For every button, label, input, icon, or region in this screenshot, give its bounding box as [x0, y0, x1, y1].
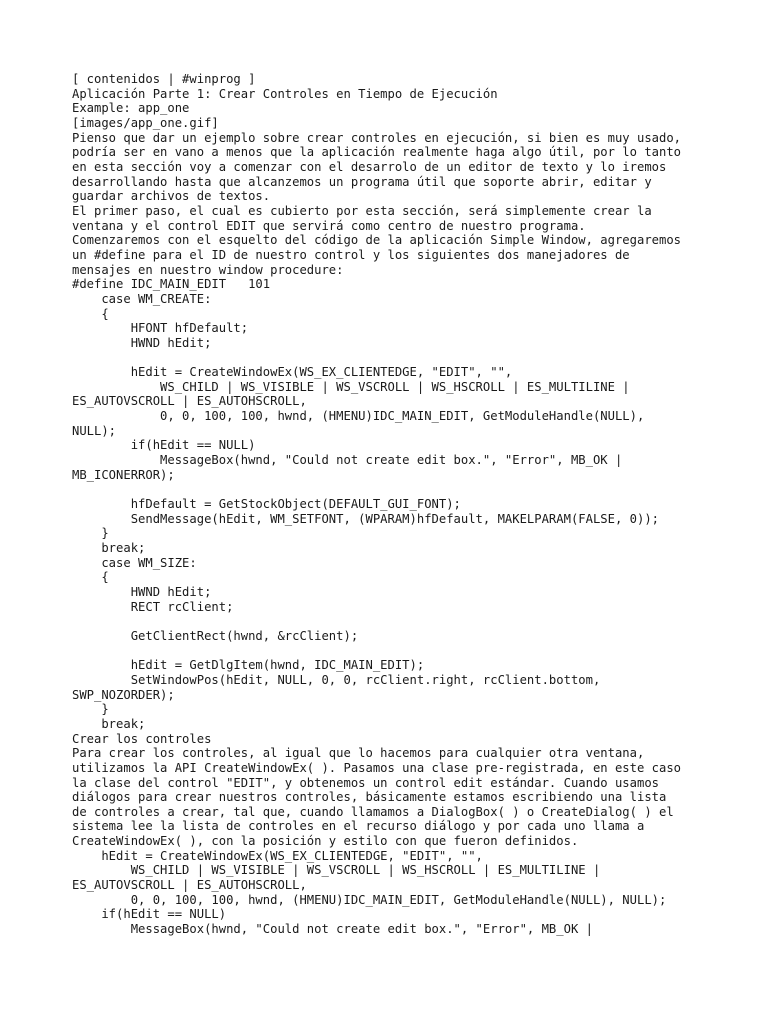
- doc-line: Pienso que dar un ejemplo sobre crear controles en ejecución, si bien es muy usado,: [72, 130, 682, 145]
- doc-line: hEdit = CreateWindowEx(WS_EX_CLIENTEDGE, "EDIT", "",: [72, 848, 483, 863]
- doc-line: un #define para el ID de nuestro control y los siguientes dos manejadores de: [72, 247, 630, 262]
- doc-line: [72, 350, 712, 365]
- doc-line: ventana y el control EDIT que servirá como centro de nuestro programa.: [72, 218, 586, 233]
- doc-line: ES_AUTOVSCROLL | ES_AUTOHSCROLL,: [72, 878, 307, 893]
- doc-line: Example: app_one: [72, 101, 190, 116]
- doc-line: Comenzaremos con el esquelto del código de la aplicación Simple Window, agregaremos: [72, 233, 682, 248]
- doc-line: SWP_NOZORDER);: [72, 687, 175, 702]
- doc-line: break;: [72, 716, 146, 731]
- doc-line: {: [72, 570, 109, 585]
- doc-line: {: [72, 306, 109, 321]
- doc-line: El primer paso, el cual es cubierto por esta sección, será simplemente crear la: [72, 203, 652, 218]
- doc-line: Crear los controles: [72, 731, 212, 746]
- doc-line: NULL);: [72, 423, 117, 438]
- doc-line: if(hEdit == NULL): [72, 438, 256, 453]
- doc-line: WS_CHILD | WS_VISIBLE | WS_VSCROLL | WS_HSCROLL | ES_MULTILINE |: [72, 863, 601, 878]
- doc-line: }: [72, 526, 109, 541]
- doc-line: SendMessage(hEdit, WM_SETFONT, (WPARAM)hfDefault, MAKELPARAM(FALSE, 0));: [72, 511, 659, 526]
- doc-line: [images/app_one.gif]: [72, 115, 219, 130]
- doc-line: case WM_CREATE:: [72, 291, 212, 306]
- doc-line: mensajes en nuestro window procedure:: [72, 262, 344, 277]
- doc-line: MB_ICONERROR);: [72, 467, 175, 482]
- doc-line: de controles a crear, tal que, cuando llamamos a DialogBox( ) o CreateDialog( ) el: [72, 804, 674, 819]
- doc-line: sistema lee la lista de controles en el recurso diálogo y por cada uno llama a: [72, 819, 645, 834]
- doc-line: CreateWindowEx( ), con la posición y estilo con que fueron definidos.: [72, 834, 579, 849]
- doc-line: Para crear los controles, al igual que lo hacemos para cualquier otra ventana,: [72, 746, 645, 761]
- doc-line: la clase del control "EDIT", y obtenemos un control edit estándar. Cuando usamos: [72, 775, 659, 790]
- doc-line: RECT rcClient;: [72, 599, 234, 614]
- doc-line: HWND hEdit;: [72, 335, 212, 350]
- doc-line: hfDefault = GetStockObject(DEFAULT_GUI_FONT);: [72, 497, 461, 512]
- doc-line: }: [72, 702, 109, 717]
- doc-line: HWND hEdit;: [72, 584, 212, 599]
- doc-line: [72, 614, 712, 629]
- doc-line: MessageBox(hwnd, "Could not create edit box.", "Error", MB_OK |: [72, 453, 623, 468]
- doc-line: 0, 0, 100, 100, hwnd, (HMENU)IDC_MAIN_EDIT, GetModuleHandle(NULL), NULL);: [72, 892, 667, 907]
- document-page: [72, 72, 712, 937]
- doc-line: utilizamos la API CreateWindowEx( ). Pasamos una clase pre-registrada, en este caso: [72, 760, 682, 775]
- doc-line: MessageBox(hwnd, "Could not create edit box.", "Error", MB_OK |: [72, 922, 593, 937]
- doc-line: 0, 0, 100, 100, hwnd, (HMENU)IDC_MAIN_EDIT, GetModuleHandle(NULL),: [72, 409, 645, 424]
- doc-line: diálogos para crear nuestros controles, básicamente estamos escribiendo una lista: [72, 790, 667, 805]
- doc-line: HFONT hfDefault;: [72, 321, 249, 336]
- doc-line: SetWindowPos(hEdit, NULL, 0, 0, rcClient.right, rcClient.bottom,: [72, 672, 601, 687]
- doc-line: Aplicación Parte 1: Crear Controles en Tiempo de Ejecución: [72, 86, 498, 101]
- doc-line: break;: [72, 541, 146, 555]
- doc-line: if(hEdit == NULL): [72, 907, 227, 922]
- doc-line: hEdit = CreateWindowEx(WS_EX_CLIENTEDGE, "EDIT", "",: [72, 365, 513, 380]
- doc-line: #define IDC_MAIN_EDIT 101: [72, 277, 271, 292]
- doc-line: ES_AUTOVSCROLL | ES_AUTOHSCROLL,: [72, 394, 307, 409]
- doc-line: [72, 644, 712, 659]
- doc-line: desarrollando hasta que alcanzemos un programa útil que soporte abrir, editar y: [72, 174, 652, 189]
- doc-line: case WM_SIZE:: [72, 555, 197, 570]
- doc-line: guardar archivos de textos.: [72, 189, 271, 204]
- doc-line: podría ser en vano a menos que la aplicación realmente haga algo útil, por lo tanto: [72, 145, 682, 160]
- doc-line: hEdit = GetDlgItem(hwnd, IDC_MAIN_EDIT);: [72, 658, 425, 673]
- doc-line: WS_CHILD | WS_VISIBLE | WS_VSCROLL | WS_HSCROLL | ES_MULTILINE |: [72, 379, 630, 394]
- doc-line: en esta sección voy a comenzar con el desarrolo de un editor de texto y lo iremos: [72, 159, 667, 174]
- doc-line: [72, 482, 712, 497]
- doc-line: GetClientRect(hwnd, &rcClient);: [72, 628, 359, 643]
- doc-line: [ contenidos | #winprog ]: [72, 72, 256, 86]
